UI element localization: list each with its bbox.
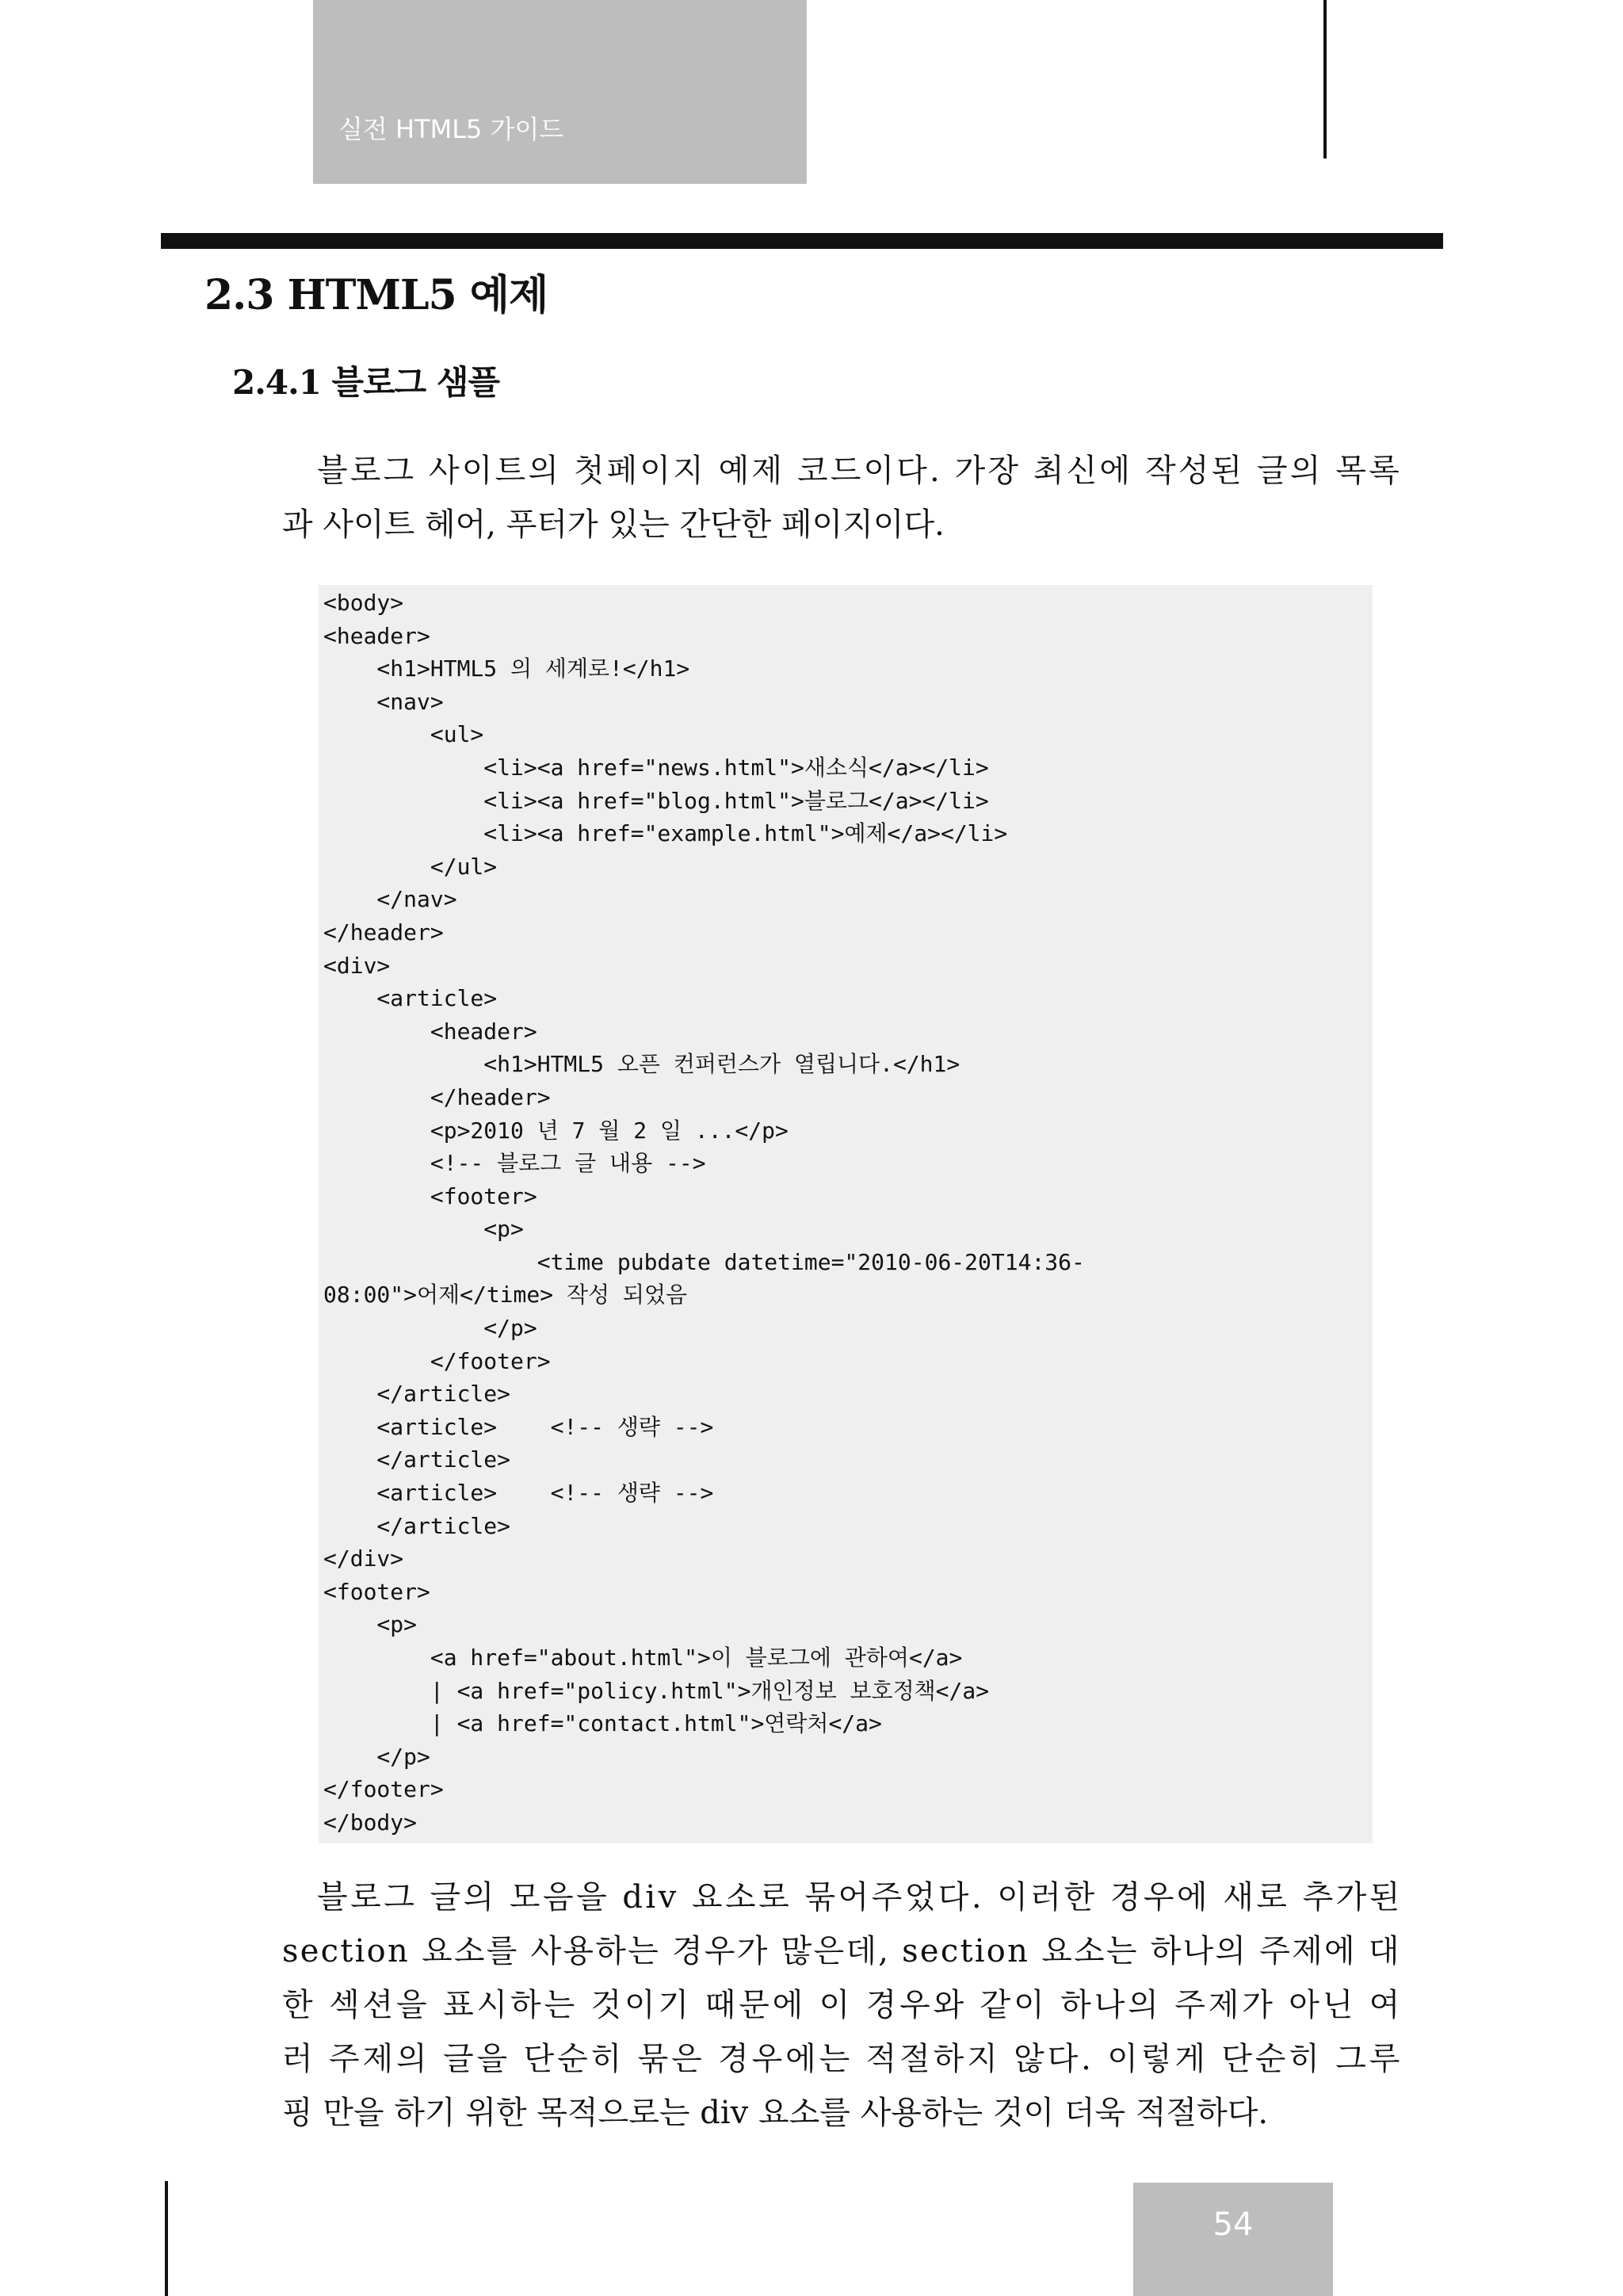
code-line: <footer> — [323, 1578, 430, 1605]
book-title: 실전 HTML5 가이드 — [338, 114, 564, 144]
code-line: <p>2010 년 7 월 2 일 ...</p> — [323, 1117, 789, 1144]
explanation-line: 한 섹션을 표시하는 것이기 때문에 이 경우와 같이 하나의 주제가 아닌 여 — [282, 1987, 1403, 2023]
page-number-tab — [1133, 2183, 1333, 2296]
code-line: 08:00">어제</time> 작성 되었음 — [323, 1282, 688, 1308]
code-line: </article> — [323, 1446, 511, 1473]
code-line: <body> — [323, 590, 404, 616]
intro-paragraph — [282, 444, 1400, 552]
intro-line: 과 사이트 헤어, 푸터가 있는 간단한 페이지이다. — [282, 506, 945, 543]
code-line: </footer> — [323, 1347, 551, 1374]
code-line: | <a href="policy.html">개인정보 보호정책</a> — [323, 1677, 990, 1704]
code-line: <p> — [323, 1611, 418, 1638]
code-line: </div> — [323, 1545, 404, 1572]
section-title: 2.3 HTML5 예제 — [204, 271, 548, 319]
code-line: <article> <!-- 생략 --> — [323, 1413, 714, 1440]
explanation-paragraph — [282, 1870, 1403, 2140]
code-line: </article> — [323, 1381, 511, 1408]
code-line: </header> — [323, 919, 444, 946]
code-line: <div> — [323, 952, 391, 979]
code-line: <li><a href="news.html">새소식</a></li> — [323, 754, 989, 781]
code-line: <h1>HTML5 오픈 컨퍼런스가 열립니다.</h1> — [323, 1051, 960, 1078]
code-line: <a href="about.html">이 블로그에 관하여</a> — [323, 1645, 963, 1671]
subsection-title: 2.4.1 블로그 샘플 — [232, 363, 500, 402]
code-line: </p> — [323, 1315, 537, 1342]
code-line: <li><a href="example.html">예제</a></li> — [323, 820, 1008, 847]
code-line: <footer> — [323, 1182, 537, 1209]
code-line: <h1>HTML5 의 세계로!</h1> — [323, 655, 690, 682]
code-line: | <a href="contact.html">연락처</a> — [323, 1710, 882, 1737]
code-line: </p> — [323, 1743, 430, 1770]
code-line: </ul> — [323, 853, 498, 880]
explanation-line: 핑 만을 하기 위한 목적으로는 div 요소를 사용하는 것이 더욱 적절하다. — [282, 2095, 1269, 2131]
code-line: </article> — [323, 1512, 511, 1539]
code-line: <time pubdate datetime="2010-06-20T14:36- — [323, 1248, 1085, 1275]
top-right-rule — [1323, 0, 1327, 159]
page-number: 54 — [1212, 2206, 1254, 2243]
code-line: <header> — [323, 622, 430, 649]
code-line: </footer> — [323, 1776, 444, 1803]
code-line: </body> — [323, 1809, 418, 1836]
code-line: <li><a href="blog.html">블로그</a></li> — [323, 787, 989, 814]
code-line: <p> — [323, 1216, 524, 1243]
code-line: <header> — [323, 1018, 537, 1045]
code-line: <ul> — [323, 721, 484, 748]
explanation-line: section 요소를 사용하는 경우가 많은데, section 요소는 하나의 주제에 대 — [282, 1933, 1401, 1969]
code-line: <article> <!-- 생략 --> — [323, 1480, 714, 1507]
code-line: </header> — [323, 1083, 551, 1110]
section-divider — [161, 233, 1443, 249]
code-line: <nav> — [323, 688, 444, 715]
code-line: <article> — [323, 985, 498, 1012]
intro-line: 블로그 사이트의 첫페이지 예제 코드이다. 가장 최신에 작성된 글의 목록 — [317, 453, 1402, 489]
explanation-line: 블로그 글의 모음을 div 요소로 묶어주었다. 이러한 경우에 새로 추가된 — [317, 1879, 1403, 1916]
code-line: <!-- 블로그 글 내용 --> — [323, 1150, 706, 1177]
code-line: </nav> — [323, 886, 457, 913]
header-tab — [313, 0, 807, 184]
bottom-left-rule — [165, 2181, 168, 2296]
code-block — [323, 586, 1085, 1839]
explanation-line: 러 주제의 글을 단순히 묶은 경우에는 적절하지 않다. 이렇게 단순히 그루 — [282, 2041, 1403, 2077]
